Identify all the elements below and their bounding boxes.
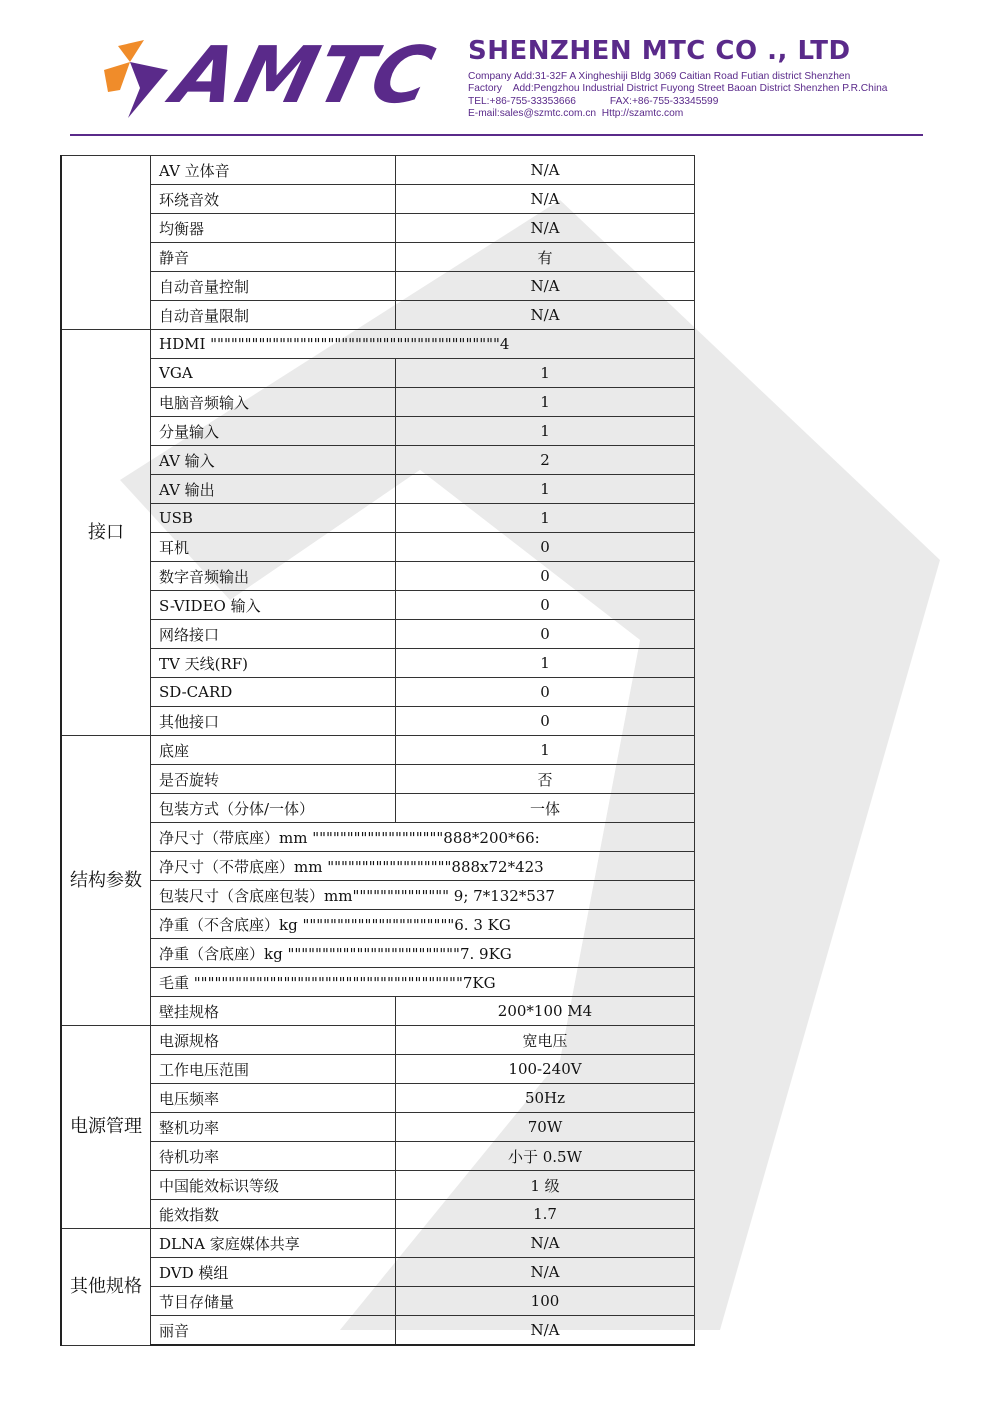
email-web-line (468, 108, 887, 120)
table-row (61, 156, 695, 185)
spec-label: 包装方式（分体/一体） (151, 794, 396, 823)
spec-label: 网络接口 (151, 620, 396, 649)
category-cell: 接口 (61, 330, 151, 736)
spec-value: 70W (396, 1113, 695, 1142)
spec-label: 净重（含底座）kg """""""""""""""""""""""""7. 9KG (151, 939, 695, 968)
category-cell: 电源管理 (61, 1026, 151, 1229)
spec-value: 小于 0.5W (396, 1142, 695, 1171)
spec-label: 自动音量限制 (151, 301, 396, 330)
table-row (61, 214, 695, 243)
table-row (61, 1142, 695, 1171)
table-row (61, 504, 695, 533)
spec-label: AV 输出 (151, 475, 396, 504)
factory-address: Factory Add:Pengzhou Industrial District Fuyong Street Baoan District Shenzhen P.R.China (468, 83, 888, 95)
company-logo-icon (100, 40, 176, 120)
category-cell: 其他规格 (61, 1229, 151, 1346)
fax: FAX:+86-755-33345599 (609, 95, 719, 107)
spec-label: 净重（不含底座）kg """"""""""""""""""""""6. 3 KG (151, 910, 695, 939)
table-row (61, 968, 695, 997)
email: E-mail:sales@szmtc.com.cn (468, 107, 597, 119)
spec-table (60, 155, 695, 1346)
table-row (61, 1287, 695, 1316)
table-row (61, 1171, 695, 1200)
spec-value: 宽电压 (396, 1026, 695, 1055)
spec-label: TV 天线(RF) (151, 649, 396, 678)
table-row (61, 533, 695, 562)
table-row (61, 620, 695, 649)
table-row (61, 1084, 695, 1113)
table-row (61, 562, 695, 591)
table-row (61, 330, 695, 359)
spec-label: DVD 模组 (151, 1258, 396, 1287)
table-row (61, 272, 695, 301)
spec-value: 0 (396, 707, 695, 736)
spec-value: 1 (396, 649, 695, 678)
spec-label: 净尺寸（带底座）mm """""""""""""""""""888*200*66: (151, 823, 695, 852)
table-row (61, 997, 695, 1026)
spec-label: AV 输入 (151, 446, 396, 475)
spec-value: 1 (396, 417, 695, 446)
spec-label: 均衡器 (151, 214, 396, 243)
table-row (61, 678, 695, 707)
table-row (61, 1026, 695, 1055)
spec-label: 耳机 (151, 533, 396, 562)
table-row (61, 1229, 695, 1258)
spec-label: USB (151, 504, 396, 533)
spec-value: 2 (396, 446, 695, 475)
spec-value: 1 级 (396, 1171, 695, 1200)
table-row (61, 1258, 695, 1287)
website: Http://szamtc.com (601, 107, 684, 119)
table-row (61, 707, 695, 736)
spec-label: VGA (151, 359, 396, 388)
table-row (61, 1200, 695, 1229)
table-row (61, 1113, 695, 1142)
table-row (61, 736, 695, 765)
spec-label: 包装尺寸（含底座包装）mm"""""""""""""" 9; 7*132*537 (151, 881, 695, 910)
table-row (61, 388, 695, 417)
spec-label: 电源规格 (151, 1026, 396, 1055)
table-row (61, 1316, 695, 1346)
spec-value: 0 (396, 678, 695, 707)
company-contact (468, 71, 887, 120)
spec-value: N/A (396, 214, 695, 243)
spec-value: N/A (396, 185, 695, 214)
company-address: Company Add:31-32F A Xingheshiji Bldg 3069 Caitian Road Futian district Shenzhen (468, 71, 851, 82)
category-cell: 结构参数 (61, 736, 151, 1026)
spec-label: 底座 (151, 736, 396, 765)
spec-label: S-VIDEO 输入 (151, 591, 396, 620)
table-row (61, 475, 695, 504)
spec-label: 分量输入 (151, 417, 396, 446)
spec-label: 环绕音效 (151, 185, 396, 214)
spec-value: N/A (396, 156, 695, 185)
table-row (61, 301, 695, 330)
spec-value: N/A (396, 1229, 695, 1258)
spec-value: 一体 (396, 794, 695, 823)
spec-value: 有 (396, 243, 695, 272)
spec-label: 待机功率 (151, 1142, 396, 1171)
spec-label: 中国能效标识等级 (151, 1171, 396, 1200)
letterhead (0, 0, 993, 140)
brand-logo-text: AMTC (164, 31, 444, 121)
spec-label: 自动音量控制 (151, 272, 396, 301)
spec-label: 其他接口 (151, 707, 396, 736)
spec-label: 电脑音频输入 (151, 388, 396, 417)
spec-value: 0 (396, 620, 695, 649)
spec-label: AV 立体音 (151, 156, 396, 185)
company-name: SHENZHEN MTC CO ., LTD (468, 36, 851, 66)
spec-label: SD-CARD (151, 678, 396, 707)
table-row (61, 939, 695, 968)
spec-value: 1 (396, 504, 695, 533)
table-row (61, 1055, 695, 1084)
header-divider (70, 134, 923, 136)
table-row (61, 417, 695, 446)
spec-label: DLNA 家庭媒体共享 (151, 1229, 396, 1258)
spec-label: 整机功率 (151, 1113, 396, 1142)
table-row (61, 649, 695, 678)
spec-value: 1 (396, 388, 695, 417)
spec-label: 节目存储量 (151, 1287, 396, 1316)
table-row (61, 446, 695, 475)
table-row (61, 823, 695, 852)
spec-value: N/A (396, 272, 695, 301)
spec-value: 1 (396, 359, 695, 388)
table-row (61, 243, 695, 272)
spec-value: N/A (396, 1258, 695, 1287)
table-row (61, 185, 695, 214)
spec-label: 毛重 """""""""""""""""""""""""""""""""""""""7KG (151, 968, 695, 997)
spec-value: 50Hz (396, 1084, 695, 1113)
spec-value: N/A (396, 301, 695, 330)
spec-value: 否 (396, 765, 695, 794)
spec-label: 静音 (151, 243, 396, 272)
phone-fax-line (468, 96, 887, 108)
telephone: TEL:+86-755-33353666 (468, 95, 576, 107)
spec-value: 0 (396, 562, 695, 591)
spec-value: 1 (396, 475, 695, 504)
table-row (61, 794, 695, 823)
spec-value: N/A (396, 1316, 695, 1346)
spec-value: 0 (396, 591, 695, 620)
spec-label: 壁挂规格 (151, 997, 396, 1026)
spec-label: 工作电压范围 (151, 1055, 396, 1084)
spec-label: 丽音 (151, 1316, 396, 1346)
table-row (61, 910, 695, 939)
spec-label: 净尺寸（不带底座）mm """"""""""""""""""888x72*423 (151, 852, 695, 881)
spec-label: 是否旋转 (151, 765, 396, 794)
table-row (61, 765, 695, 794)
spec-value: 1.7 (396, 1200, 695, 1229)
spec-label: 数字音频输出 (151, 562, 396, 591)
spec-value: 0 (396, 533, 695, 562)
spec-value: 200*100 M4 (396, 997, 695, 1026)
spec-value: 1 (396, 736, 695, 765)
spec-label: 能效指数 (151, 1200, 396, 1229)
spec-value: 100 (396, 1287, 695, 1316)
spec-label: 电压频率 (151, 1084, 396, 1113)
category-cell (61, 156, 151, 330)
spec-label: HDMI """"""""""""""""""""""""""""""""""""""""""4 (151, 330, 695, 359)
spec-value: 100-240V (396, 1055, 695, 1084)
table-row (61, 359, 695, 388)
table-row (61, 881, 695, 910)
table-row (61, 591, 695, 620)
table-row (61, 852, 695, 881)
